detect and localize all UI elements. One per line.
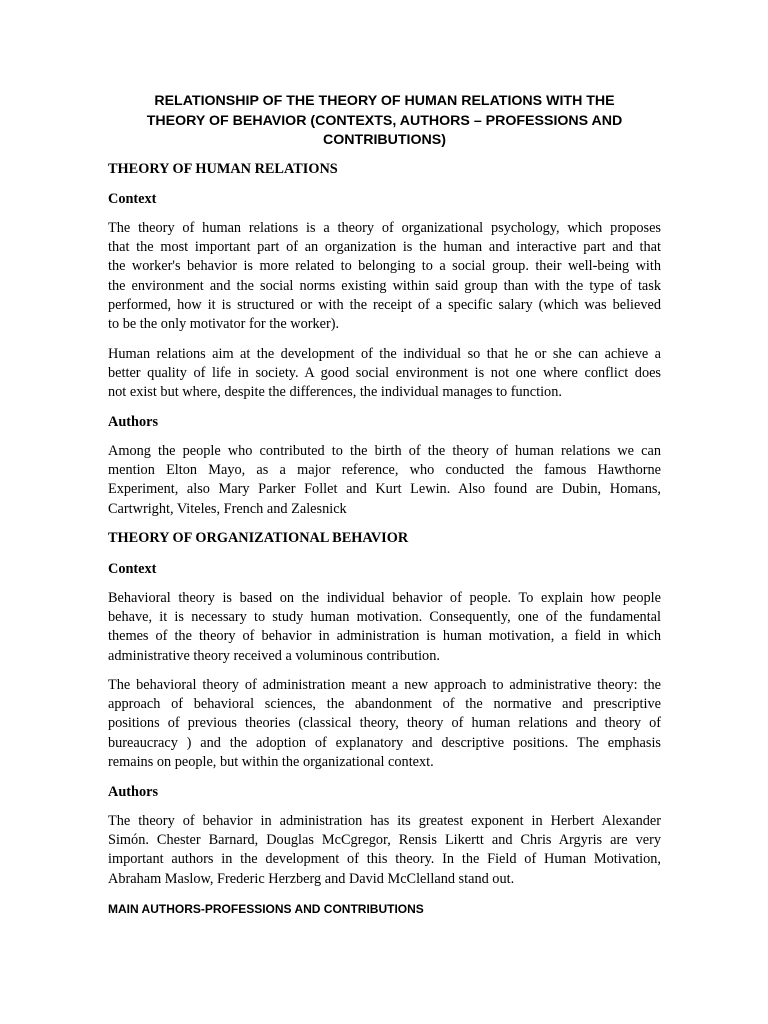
paragraph-ob-context-2 [108, 676, 661, 772]
text-line: The theory of behavior in administration has its greatest exponent in Herbert Alexander [108, 813, 661, 829]
section-heading-human-relations: THEORY OF HUMAN RELATIONS [108, 161, 338, 177]
text-line: behave, it is necessary to study human motivation. Consequently, one of the fundamental [108, 609, 661, 626]
text-line: that the most important part of an organization is the human and interactive part and that [108, 239, 661, 256]
section-heading-main-authors: MAIN AUTHORS-PROFESSIONS AND CONTRIBUTIONS [108, 902, 424, 916]
text-line: the environment and the social norms existing within said group than with the type of task [108, 277, 661, 294]
text-line: Abraham Maslow, Frederic Herzberg and David McClelland stand out. [108, 870, 515, 887]
paragraph-ob-context-1 [108, 589, 661, 666]
section-heading-organizational-behavior: THEORY OF ORGANIZATIONAL BEHAVIOR [108, 530, 409, 546]
title-line: THEORY OF BEHAVIOR (CONTEXTS, AUTHORS – PROFESSIONS AND [146, 112, 623, 129]
text-line: the worker's behavior is more related to belonging to a social group. their well-being with [108, 258, 661, 275]
text-line: administrative theory received a voluminous contribution. [108, 647, 440, 664]
text-line: to be the only motivator for the worker). [108, 315, 340, 332]
subheading-authors: Authors [108, 414, 159, 430]
title-line: RELATIONSHIP OF THE THEORY OF HUMAN RELATIONS WITH THE [154, 93, 615, 109]
title-line: CONTRIBUTIONS) [323, 132, 446, 148]
text-line: positions of previous theories (classical theory, theory of human relations and theory of [108, 715, 661, 732]
document-title [108, 92, 661, 151]
subheading-context: Context [108, 561, 157, 577]
text-line: The theory of human relations is a theory of organizational psychology, which proposes [108, 220, 661, 236]
text-line: Human relations aim at the development of the individual so that he or she can achieve a [108, 346, 661, 362]
subheading-context: Context [108, 191, 157, 207]
text-line: Among the people who contributed to the birth of the theory of human relations we can [108, 443, 661, 459]
text-line: Simón. Chester Barnard, Douglas McCgregor, Rensis Likertt and Chris Argyris are very [108, 832, 661, 849]
paragraph-ob-authors [108, 812, 661, 889]
text-line: remains on people, but within the organizational context. [108, 753, 434, 770]
text-line: Experiment, also Mary Parker Follet and Kurt Lewin. Also found are Dubin, Homans, [108, 481, 661, 498]
subheading-authors: Authors [108, 784, 159, 800]
text-line: themes of the theory of behavior in administration is human motivation, a field in which [108, 628, 661, 645]
text-line: better quality of life in society. A good social environment is not one where conflict does [108, 365, 661, 382]
paragraph-hr-context-1 [108, 219, 661, 334]
text-line: bureaucracy ) and the adoption of explanatory and descriptive positions. The emphasis [108, 734, 661, 751]
text-line: performed, how it is structured or with the receipt of a specific salary (which was believed [108, 296, 661, 313]
text-line: Behavioral theory is based on the individual behavior of people. To explain how people [108, 590, 661, 606]
paragraph-hr-authors [108, 442, 661, 519]
text-line: approach of behavioral sciences, the abandonment of the normative and prescriptive [108, 696, 661, 713]
text-line: mention Elton Mayo, as a major reference, who conducted the famous Hawthorne [108, 462, 661, 479]
text-line: not exist but where, despite the differences, the individual manages to function. [108, 384, 562, 401]
paragraph-hr-context-2 [108, 345, 661, 403]
text-line: Cartwright, Viteles, French and Zalesnick [108, 500, 347, 517]
text-line: important authors in the development of this theory. In the Field of Human Motivation, [108, 851, 661, 868]
text-line: The behavioral theory of administration meant a new approach to administrative theory: the [108, 677, 661, 693]
